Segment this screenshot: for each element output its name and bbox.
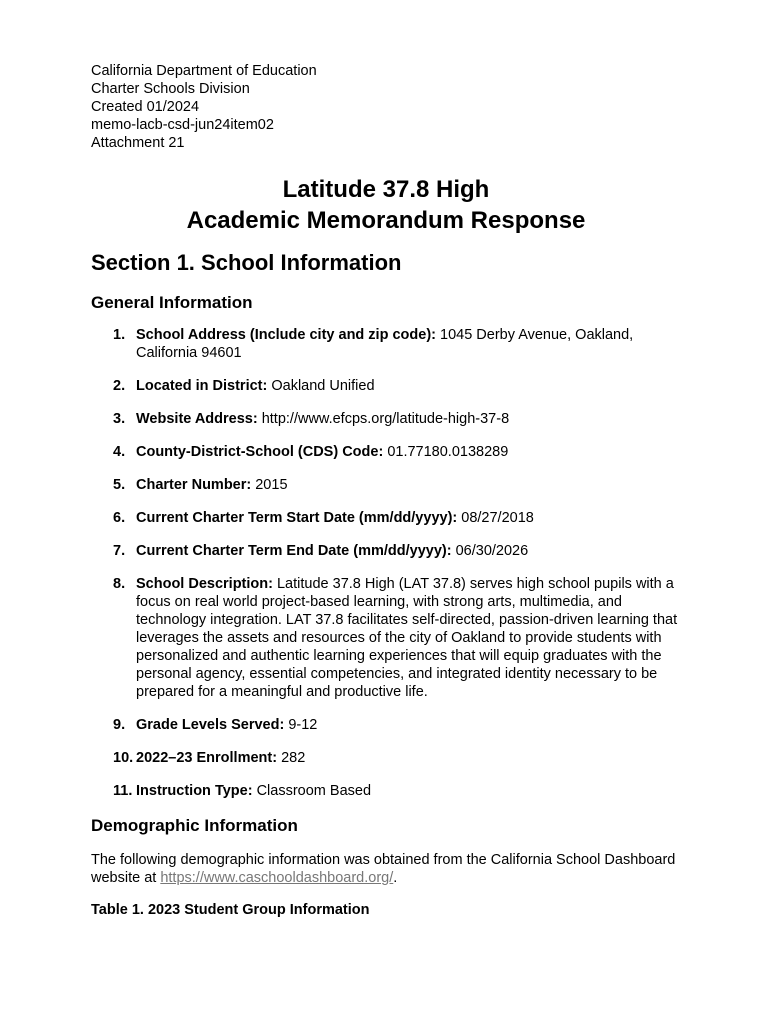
- list-item: [91, 443, 691, 461]
- list-item: [91, 575, 691, 701]
- list-item-value: 9-12: [284, 717, 318, 733]
- list-item-number: 2.: [113, 378, 126, 394]
- list-item-value: Classroom Based: [252, 783, 372, 799]
- list-item-label: County-District-School (CDS) Code:: [136, 444, 384, 460]
- list-item-value: http://www.efcps.org/latitude-high-37-8: [257, 411, 510, 427]
- header-line-department: California Department of Education: [91, 63, 317, 79]
- list-item-value: 06/30/2026: [451, 543, 529, 559]
- list-item: [91, 326, 691, 362]
- list-item: [91, 749, 691, 767]
- school-info-list: [91, 326, 691, 800]
- general-information-heading: General Information: [91, 293, 253, 312]
- title-school-name: Latitude 37.8 High: [282, 176, 490, 203]
- header-line-division: Charter Schools Division: [91, 81, 250, 97]
- list-item-value: 282: [277, 750, 306, 766]
- list-item: [91, 410, 691, 428]
- demographic-paragraph: [91, 851, 691, 887]
- list-item: [91, 716, 691, 734]
- list-item-label: School Description:: [136, 576, 273, 592]
- list-item-number: 11.: [113, 783, 133, 799]
- table-caption: Table 1. 2023 Student Group Information: [91, 902, 370, 918]
- list-item-value: 1045 Derby Avenue, Oakland, California 94601: [136, 327, 634, 361]
- list-item-number: 1.: [113, 327, 126, 343]
- list-item-label: School Address (Include city and zip code):: [136, 327, 436, 343]
- title-memo-type: Academic Memorandum Response: [186, 207, 586, 234]
- list-item-label: Charter Number:: [136, 477, 252, 493]
- dashboard-link[interactable]: https://www.caschooldashboard.org/: [160, 870, 394, 886]
- demographic-information-heading: Demographic Information: [91, 816, 298, 835]
- list-item: [91, 542, 691, 560]
- section-heading: Section 1. School Information: [91, 250, 402, 275]
- header-line-created: Created 01/2024: [91, 99, 200, 115]
- list-item-label: Grade Levels Served:: [136, 717, 285, 733]
- header-line-attachment: Attachment 21: [91, 135, 185, 151]
- list-item-number: 7.: [113, 543, 126, 559]
- list-item-label: Located in District:: [136, 378, 268, 394]
- list-item-label: 2022–23 Enrollment:: [136, 750, 278, 766]
- document-title: [91, 174, 681, 236]
- list-item-number: 10.: [113, 750, 134, 766]
- list-item-number: 4.: [113, 444, 126, 460]
- list-item-value: 08/27/2018: [457, 510, 534, 526]
- list-item-value: 2015: [251, 477, 288, 493]
- list-item-label: Current Charter Term End Date (mm/dd/yyyy):: [136, 543, 452, 559]
- demographic-text: The following demographic information was obtained from the California School Dashboard website at: [91, 852, 676, 886]
- list-item: [91, 476, 691, 494]
- list-item-label: Current Charter Term Start Date (mm/dd/yyyy):: [136, 510, 458, 526]
- list-item-value: Latitude 37.8 High (LAT 37.8) serves high school pupils with a focus on real world project-based learning, with strong arts, multimedia, and technology integration. LAT 37.8 facilitates self-directed, passion-driven learning that leverages the assets and resources of the city of Oakland to provide students with personalized and authentic learning experiences that will equip graduates with the personal agency, essential competencies, and integrated identity necessary to be prepared for a meaningful and productive life.: [136, 576, 678, 700]
- list-item-number: 5.: [113, 477, 126, 493]
- list-item-number: 8.: [113, 576, 126, 592]
- list-item-value: Oakland Unified: [267, 378, 375, 394]
- document-page: [91, 62, 691, 919]
- document-header: [91, 62, 691, 152]
- demographic-text-end: .: [393, 870, 398, 886]
- list-item-value: 01.77180.0138289: [383, 444, 509, 460]
- list-item-number: 6.: [113, 510, 126, 526]
- list-item: [91, 782, 691, 800]
- list-item: [91, 509, 691, 527]
- list-item: [91, 377, 691, 395]
- list-item-number: 3.: [113, 411, 126, 427]
- list-item-label: Website Address:: [136, 411, 258, 427]
- header-line-memo-id: memo-lacb-csd-jun24item02: [91, 117, 274, 133]
- list-item-label: Instruction Type:: [136, 783, 253, 799]
- list-item-number: 9.: [113, 717, 126, 733]
